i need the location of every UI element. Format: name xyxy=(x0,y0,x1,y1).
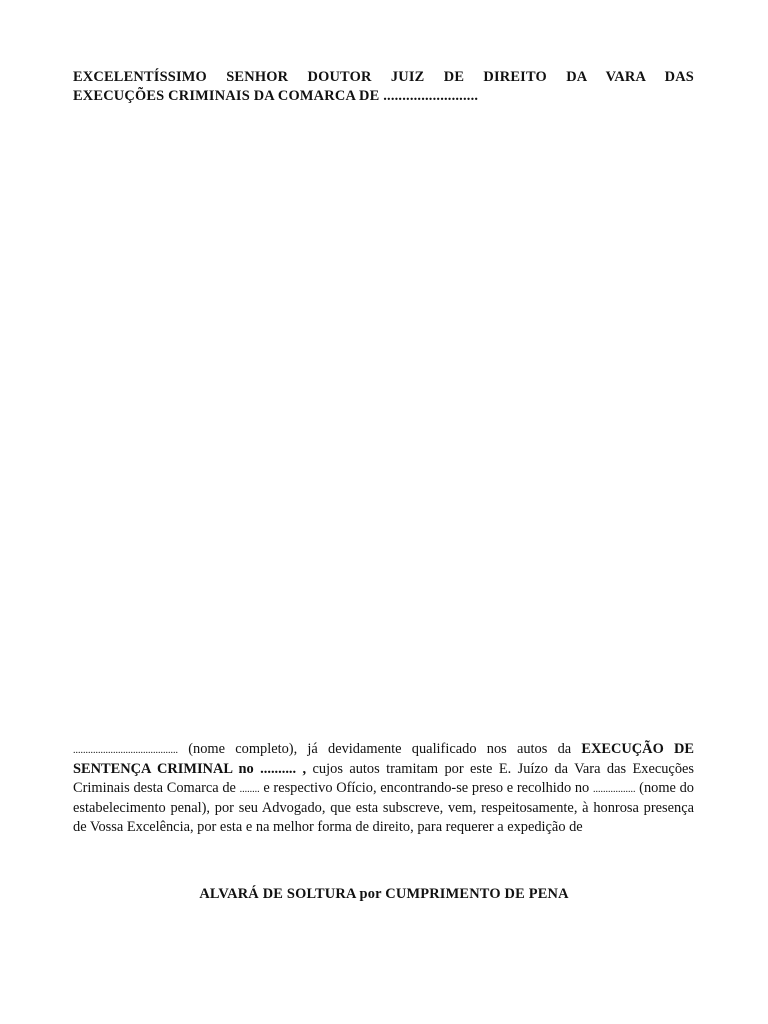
body-text-part-2: cujos autos tramitam por este E. Juízo da Vara das Execuções Criminais desta Comarca de xyxy=(73,761,694,796)
case-type: EXECUÇÃO DE SENTENÇA CRIMINAL no xyxy=(73,741,694,777)
petition-body xyxy=(73,740,694,837)
blank-comarca-field: ........ xyxy=(239,784,260,795)
blank-establishment-field: ................. xyxy=(592,784,636,795)
request-title: ALVARÁ DE SOLTURA por CUMPRIMENTO DE PENA xyxy=(199,886,569,902)
body-text-part-3: e respectivo Ofício, encontrando-se preso e recolhido no xyxy=(259,780,593,796)
addressee-line-1: EXCELENTÍSSIMO SENHOR DOUTOR JUIZ DE DIREITO DA VARA DAS xyxy=(73,69,694,85)
body-text-part-1: (nome completo), já devidamente qualificado nos autos da xyxy=(178,741,582,757)
petition-addressee xyxy=(73,68,694,106)
addressee-line-2: EXECUÇÕES CRIMINAIS DA COMARCA DE ......................... xyxy=(73,88,479,104)
body-text-part-4: (nome do estabelecimento penal), por seu Advogado, que esta subscreve, vem, respeitosamente, à honrosa presença de Vossa Excelência, por esta e na melhor forma de direito, para requerer a expedição de xyxy=(73,780,694,835)
case-number: .......... , xyxy=(253,761,307,777)
blank-name-field: .......................................... xyxy=(73,745,178,756)
